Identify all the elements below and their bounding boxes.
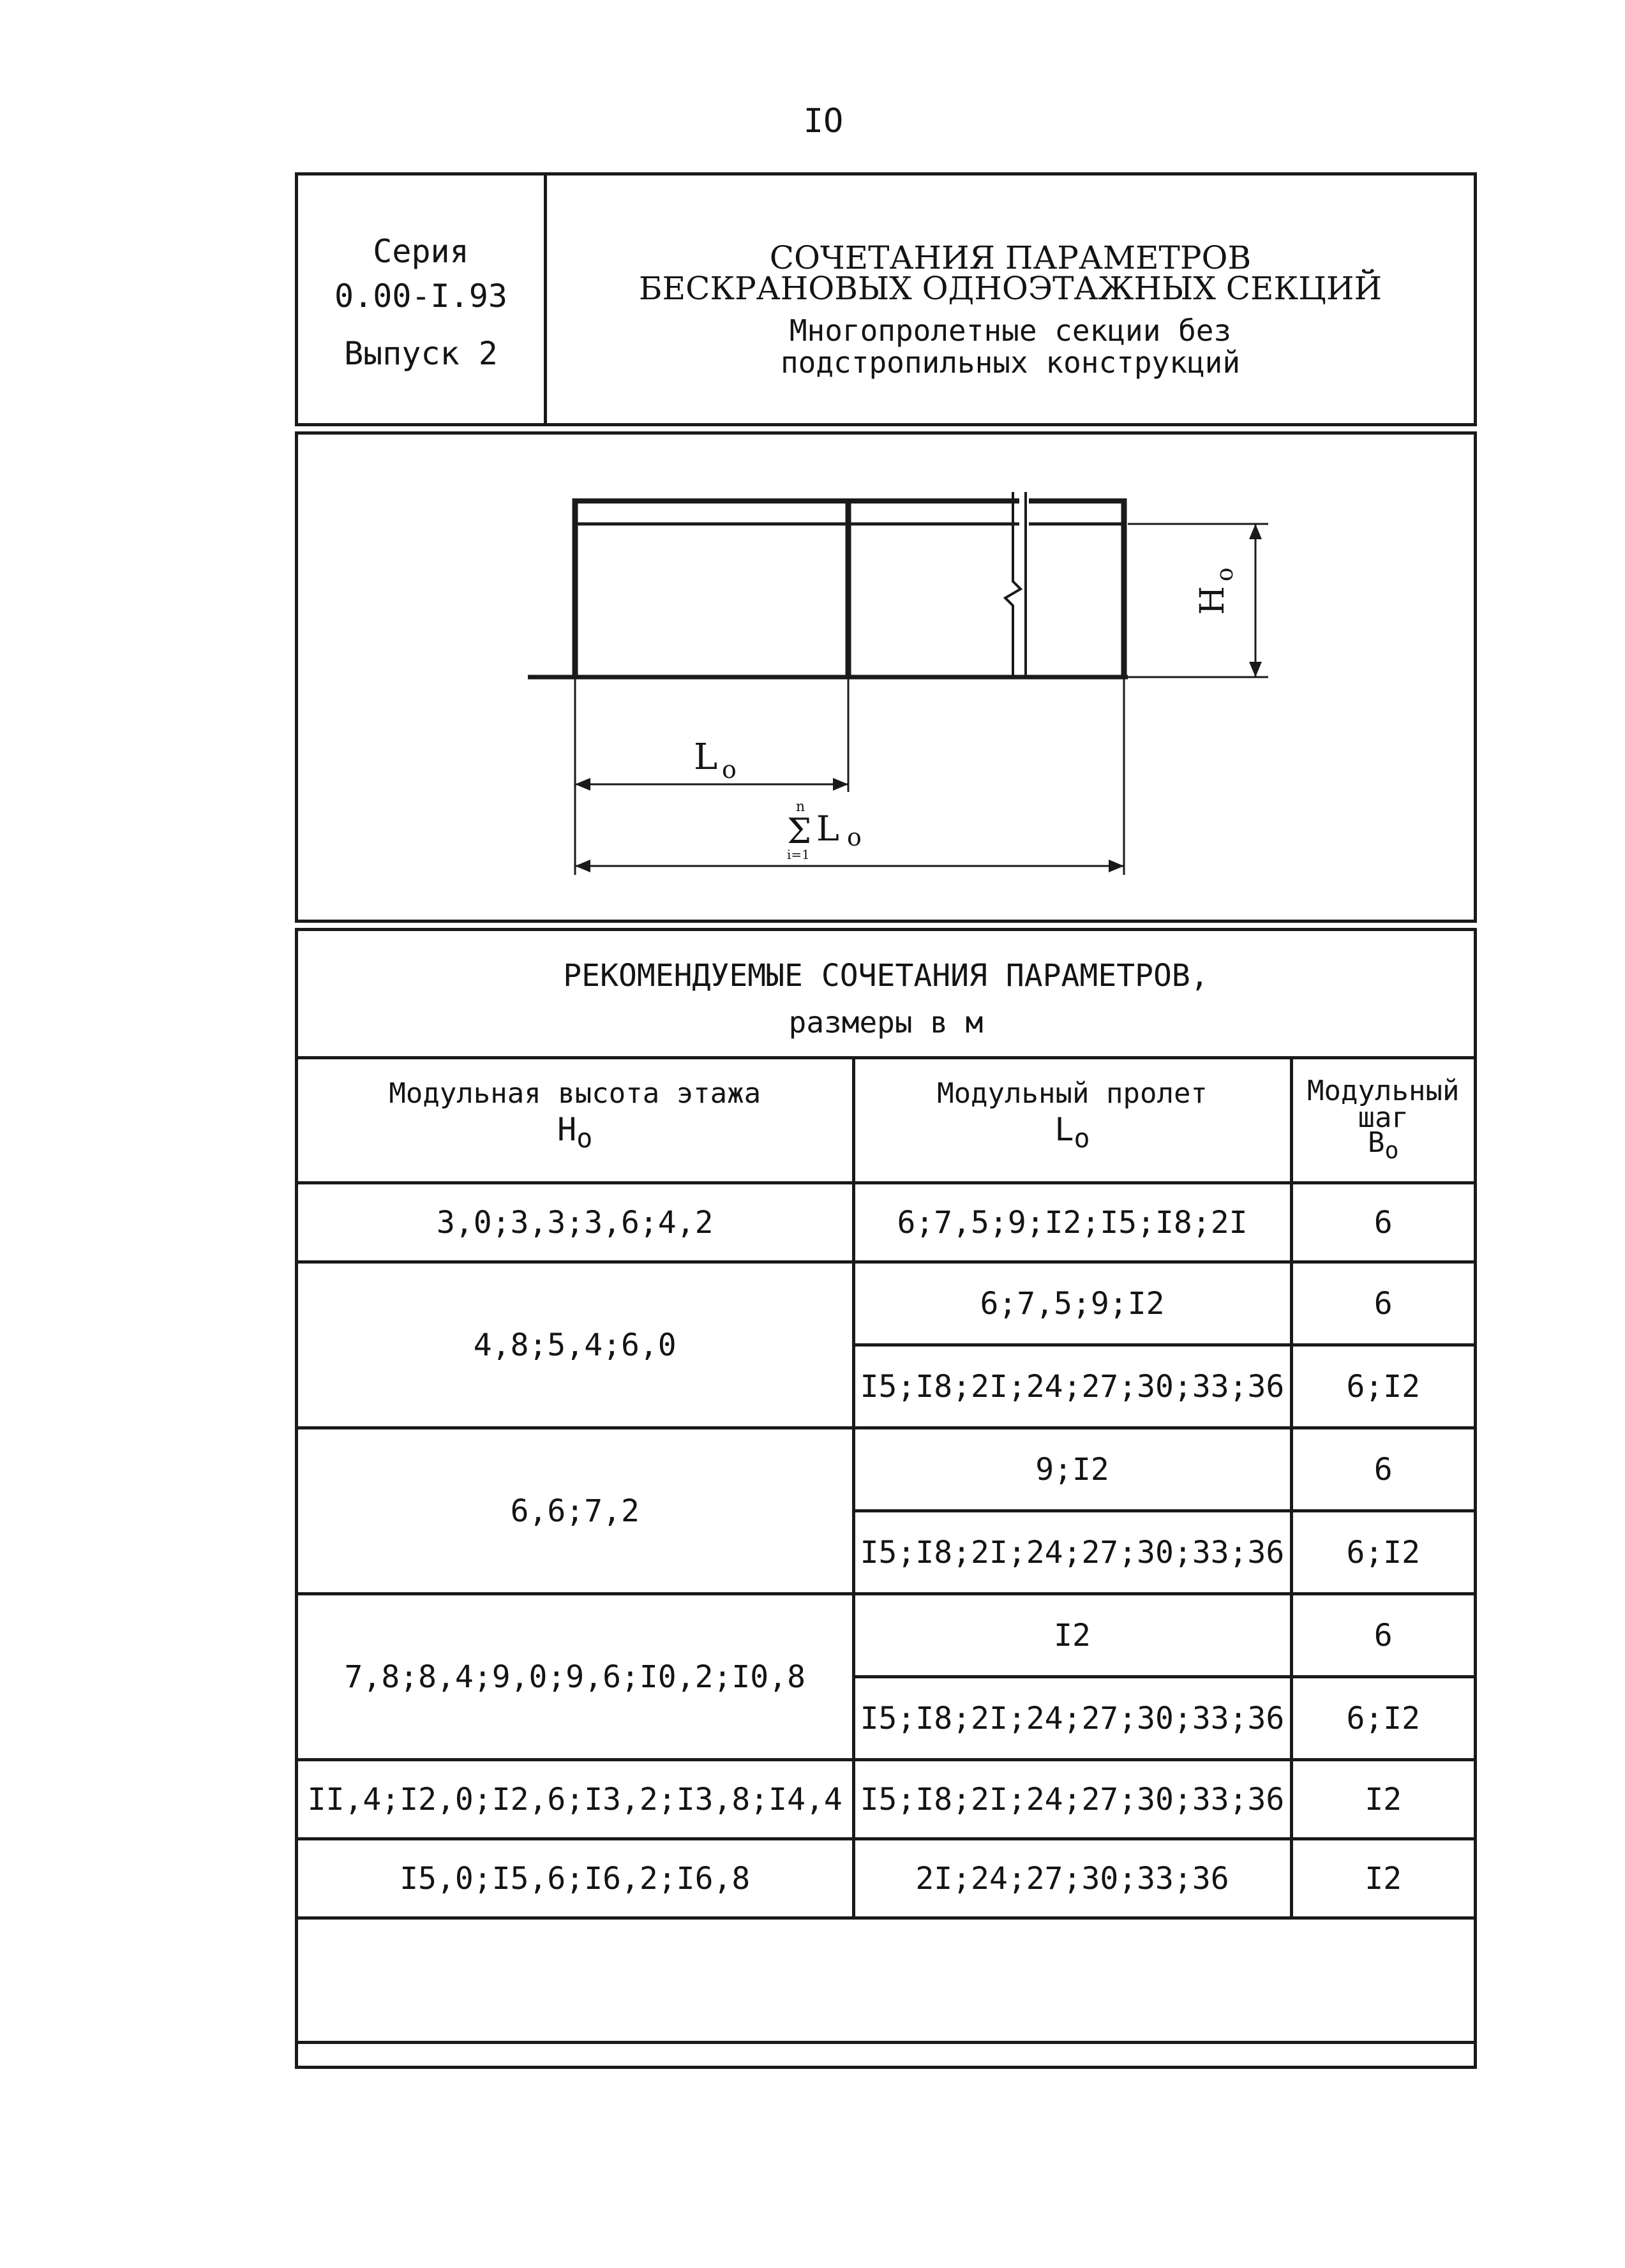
height-cell: II,4;I2,0;I2,6;I3,2;I3,8;I4,4 bbox=[298, 1760, 853, 1839]
height-cell: 3,0;3,3;3,6;4,2 bbox=[298, 1183, 853, 1262]
span-cell: I5;I8;2I;24;27;30;33;36 bbox=[853, 1760, 1291, 1839]
column-header-span bbox=[853, 1056, 1291, 1183]
sum-upper-index: n bbox=[796, 799, 805, 815]
column-header-height bbox=[298, 1056, 853, 1183]
issue-number: Выпуск 2 bbox=[344, 335, 498, 372]
arrow-span-left bbox=[575, 778, 590, 791]
table-caption-line-1: РЕКОМЕНДУЕМЫЕ СОЧЕТАНИЯ ПАРАМЕТРОВ, bbox=[563, 958, 1209, 994]
table-header-row bbox=[298, 1056, 1474, 1183]
span-cell: 9;I2 bbox=[853, 1428, 1291, 1511]
column-header-step-label-1: Модульный bbox=[1307, 1075, 1460, 1107]
span-cell: I5;I8;2I;24;27;30;33;36 bbox=[853, 1345, 1291, 1428]
height-cell: 4,8;5,4;6,0 bbox=[298, 1262, 853, 1428]
height-cell: 6,6;7,2 bbox=[298, 1428, 853, 1594]
step-cell: 6 bbox=[1291, 1262, 1474, 1345]
span-cell: I2 bbox=[853, 1594, 1291, 1677]
arrow-height-bottom bbox=[1249, 662, 1262, 677]
span-cell: 6;7,5;9;I2;I5;I8;2I bbox=[853, 1183, 1291, 1262]
break-line-left bbox=[1005, 492, 1021, 677]
span-cell: I5;I8;2I;24;27;30;33;36 bbox=[853, 1511, 1291, 1594]
table-row bbox=[298, 1594, 1474, 1677]
step-cell: 6;I2 bbox=[1291, 1677, 1474, 1760]
span-label: L bbox=[694, 736, 718, 778]
parameters-table-block bbox=[295, 928, 1477, 2069]
span-cell: 2I;24;27;30;33;36 bbox=[853, 1839, 1291, 1918]
page-number: IO bbox=[803, 102, 844, 140]
column-header-step-label-2: шаг bbox=[1358, 1101, 1409, 1134]
column-header-step-symbol: B bbox=[1367, 1126, 1385, 1159]
series-cell bbox=[298, 175, 547, 423]
column-header-step bbox=[1291, 1056, 1474, 1183]
arrow-total-right bbox=[1109, 860, 1124, 872]
subtitle-line-1: Многопролетные секции без bbox=[789, 313, 1232, 348]
span-label-sub: o bbox=[722, 756, 737, 784]
height-cell: 7,8;8,4;9,0;9,6;I0,2;I0,8 bbox=[298, 1594, 853, 1760]
title-cell bbox=[547, 175, 1474, 423]
step-cell: I2 bbox=[1291, 1839, 1474, 1918]
table-caption bbox=[298, 931, 1474, 1059]
sum-symbol: Σ bbox=[787, 811, 812, 851]
step-cell: 6 bbox=[1291, 1428, 1474, 1511]
column-header-span-symbol: L bbox=[1054, 1111, 1074, 1148]
section-diagram-block bbox=[295, 431, 1477, 923]
sum-label: L bbox=[816, 809, 839, 849]
step-cell: I2 bbox=[1291, 1760, 1474, 1839]
sum-label-sub: o bbox=[847, 823, 862, 851]
empty-row bbox=[298, 1918, 1474, 2043]
table-row bbox=[298, 1428, 1474, 1511]
section-diagram bbox=[298, 435, 1474, 920]
title-block bbox=[295, 172, 1477, 426]
step-cell: 6;I2 bbox=[1291, 1345, 1474, 1428]
height-label: H bbox=[1194, 586, 1232, 615]
column-header-height-symbol: H bbox=[557, 1111, 577, 1148]
table-row bbox=[298, 1262, 1474, 1345]
sum-lower-index: i=1 bbox=[787, 847, 810, 862]
title-line-2: БЕСКРАНОВЫХ ОДНОЭТАЖНЫХ СЕКЦИЙ bbox=[638, 270, 1382, 307]
table-caption-line-2: размеры в м bbox=[788, 1005, 984, 1040]
empty-cell bbox=[298, 1918, 1474, 2043]
height-label-sub: o bbox=[1212, 567, 1238, 581]
step-cell: 6;I2 bbox=[1291, 1511, 1474, 1594]
table-row bbox=[298, 1183, 1474, 1262]
span-cell: 6;7,5;9;I2 bbox=[853, 1262, 1291, 1345]
column-header-span-label: Модульный пролет bbox=[937, 1077, 1208, 1110]
step-cell: 6 bbox=[1291, 1594, 1474, 1677]
column-header-step-sub: o bbox=[1384, 1136, 1399, 1164]
span-cell: I5;I8;2I;24;27;30;33;36 bbox=[853, 1677, 1291, 1760]
column-header-height-sub: o bbox=[576, 1123, 593, 1154]
arrow-span-right bbox=[833, 778, 848, 791]
height-cell: I5,0;I5,6;I6,2;I6,8 bbox=[298, 1839, 853, 1918]
step-cell: 6 bbox=[1291, 1183, 1474, 1262]
column-header-span-sub: o bbox=[1074, 1123, 1090, 1154]
arrow-height-top bbox=[1249, 524, 1262, 539]
table-row bbox=[298, 1839, 1474, 1918]
series-code: 0.00-I.93 bbox=[334, 278, 507, 315]
arrow-total-left bbox=[575, 860, 590, 872]
subtitle-line-2: подстропильных конструкций bbox=[780, 345, 1241, 380]
table-row bbox=[298, 1760, 1474, 1839]
column-header-height-label: Модульная высота этажа bbox=[389, 1077, 761, 1110]
parameters-table bbox=[298, 1056, 1474, 2044]
title-line-1: СОЧЕТАНИЯ ПАРАМЕТРОВ bbox=[769, 239, 1252, 276]
series-label: Серия bbox=[373, 233, 469, 270]
